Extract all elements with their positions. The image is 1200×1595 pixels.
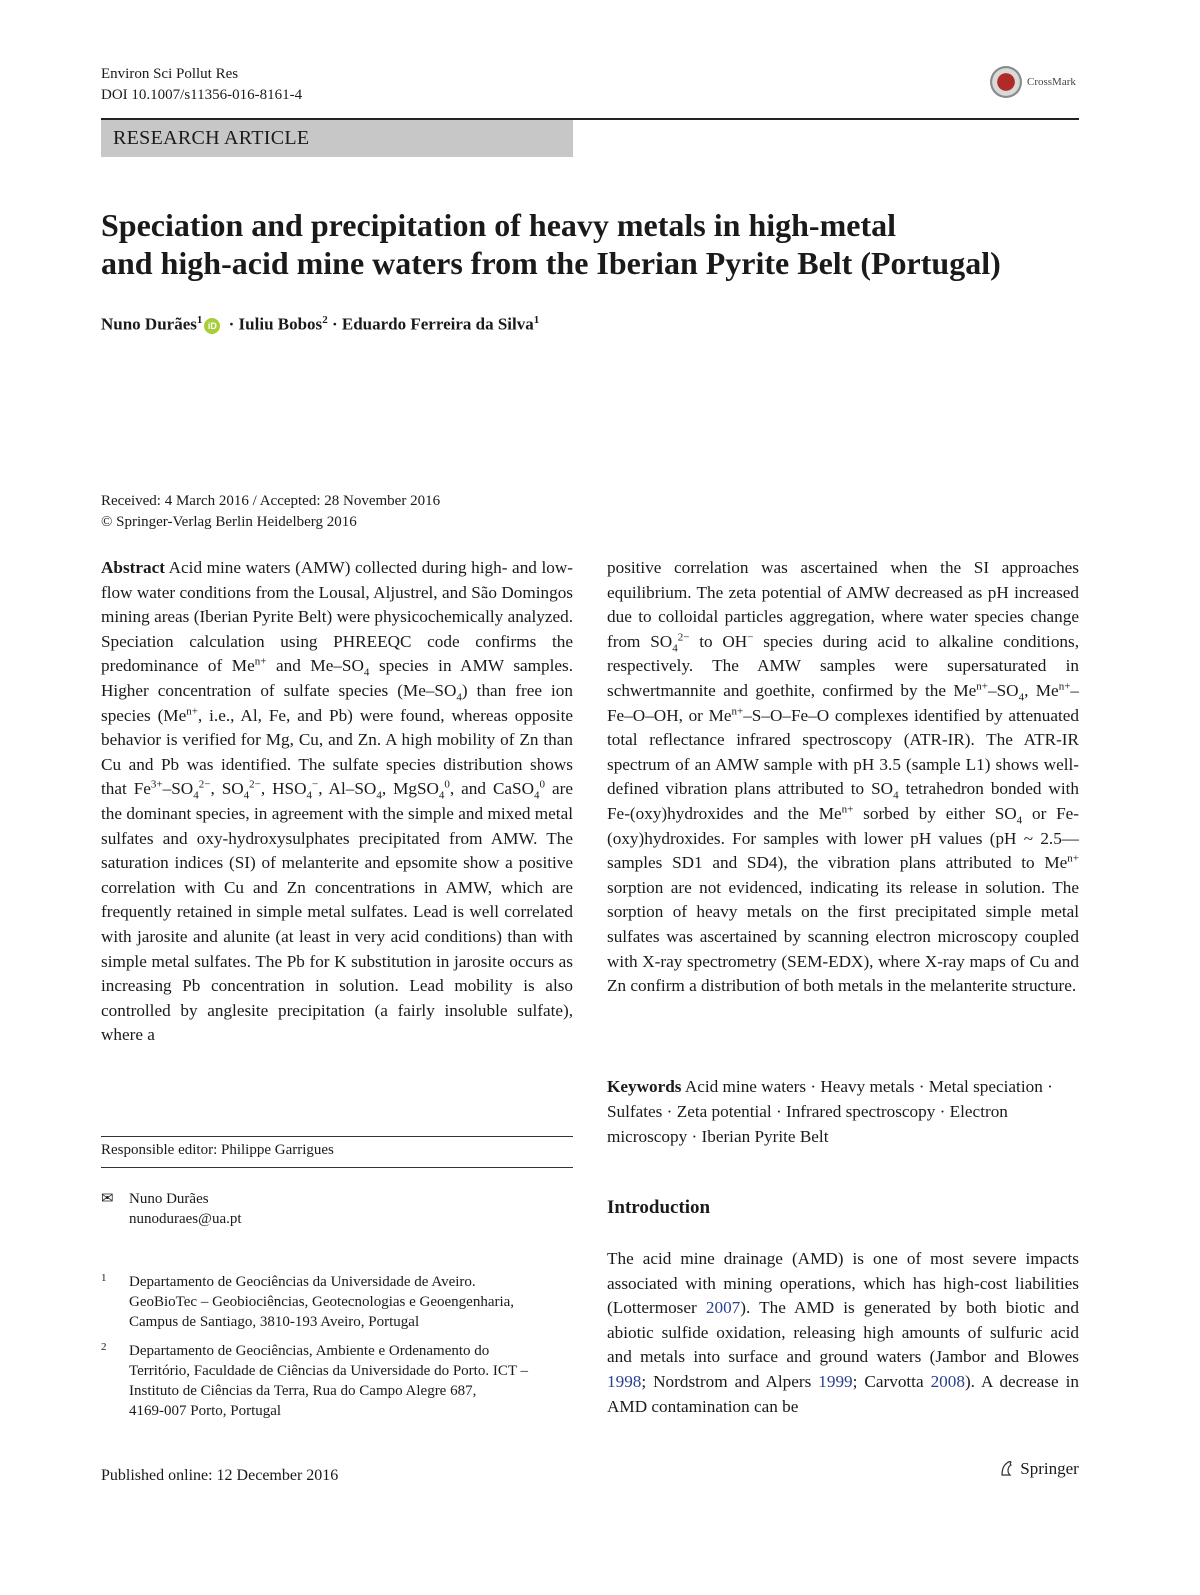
abstract-left-column <box>101 556 573 1048</box>
subscript: 4 <box>456 691 462 704</box>
superscript: 3+ <box>150 778 163 791</box>
subscript: 4 <box>672 642 678 655</box>
published-online: Published online: 12 December 2016 <box>101 1467 339 1484</box>
publisher-logo <box>998 1459 1079 1479</box>
affiliation-line: Departamento de Geociências da Universidade de Aveiro. <box>129 1274 476 1290</box>
section-heading-introduction: Introduction <box>607 1197 711 1218</box>
contact-email[interactable]: nunoduraes@ua.pt <box>129 1211 242 1227</box>
article-title <box>101 206 1081 282</box>
article-type-banner: RESEARCH ARTICLE <box>101 120 573 157</box>
title-line-2: and high-acid mine waters from the Iberian Pyrite Belt (Portugal) <box>101 245 1001 281</box>
superscript: 0 <box>444 778 450 791</box>
doi[interactable]: DOI 10.1007/s11356-016-8161-4 <box>101 87 303 103</box>
author-separator: · <box>224 314 239 334</box>
corresponding-author <box>101 1189 242 1229</box>
subscript: 4 <box>893 789 899 802</box>
crossmark-label: CrossMark <box>1027 76 1076 88</box>
superscript: n+ <box>1058 680 1071 693</box>
springer-horse-icon <box>998 1459 1016 1477</box>
text-run: ). A decrease in AMD contamination can be <box>607 1371 1079 1416</box>
superscript: n+ <box>841 803 854 816</box>
text-run: , SO <box>210 779 244 799</box>
text-run: –S–O–Fe–O complexes identified by attenuated total reflectance infrared spectroscopy (ATR-IR). The ATR-IR spectrum of an AMW sample with pH 3.5 (sample L1) shows well-defined vibration plans attributed to SO <box>607 705 1079 799</box>
citation-link[interactable]: 1998 <box>607 1371 642 1391</box>
text-run: –SO <box>162 779 194 799</box>
text-run: ). The AMD is generated by both biotic and abiotic sulfide oxidation, releasing high amounts of sulfuric acid and metals into surface and ground waters (Jambor and Blowes <box>607 1298 1079 1367</box>
affiliation-line: GeoBioTec – Geobiociências, Geotecnologias e Geoengenharia, <box>129 1294 515 1310</box>
received-accepted: Received: 4 March 2016 / Accepted: 28 November 2016 <box>101 493 441 509</box>
superscript: − <box>747 631 754 644</box>
text-run: , i.e., Al, Fe, and Pb) were found, whereas opposite behavior is verified for Mg, Cu, and Zn. A high mobility of Zn than Cu and Pb was identified. The sulfate species distribution shows that Fe <box>101 705 573 799</box>
author-separator: · <box>327 314 342 334</box>
journal-name: Environ Sci Pollut Res <box>101 66 239 82</box>
keywords-list: Acid mine waters · Heavy metals · Metal speciation · Sulfates · Zeta potential · Infrared spectroscopy · Electron microscopy · Iberian Pyrite Belt <box>607 1077 1053 1146</box>
abstract-continuation <box>607 556 1079 999</box>
text-run: , HSO <box>260 779 307 799</box>
author-name[interactable]: Eduardo Ferreira da Silva <box>341 314 534 334</box>
affiliation-line: Território, Faculdade de Ciências da Universidade do Porto. ICT – <box>129 1363 528 1379</box>
affiliation-number: 2 <box>101 1341 107 1353</box>
envelope-icon: ✉ <box>101 1191 114 1207</box>
text-run: tetrahedron bonded with Fe-(oxy)hydroxides and the Me <box>607 779 1079 823</box>
citation-link[interactable]: 2008 <box>930 1371 965 1391</box>
superscript: − <box>312 778 319 791</box>
contact-name: Nuno Durães <box>129 1191 209 1207</box>
text-run: species in AMW samples. Higher concentration of sulfate species (Me–SO <box>101 656 573 700</box>
citation-link[interactable]: 2007 <box>705 1298 741 1318</box>
keywords-block <box>607 1074 1079 1149</box>
text-run: ) than free ion species (Me <box>101 680 573 725</box>
author-name[interactable]: Iuliu Bobos <box>238 314 323 334</box>
author-affiliation-mark: 1 <box>196 314 203 326</box>
affiliation-line: Campus de Santiago, 3810-193 Aveiro, Portugal <box>129 1314 420 1330</box>
subscript: 4 <box>1016 814 1023 827</box>
intro-paragraph <box>607 1247 1079 1419</box>
superscript: n+ <box>254 655 267 668</box>
superscript: n+ <box>976 680 989 693</box>
article-dates <box>101 491 440 533</box>
subscript: 4 <box>363 666 370 679</box>
subscript: 4 <box>1018 691 1025 704</box>
text-run: The acid mine drainage (AMD) is one of most severe impacts associated with mining operations, which has high-cost liabilities (Lottermoser <box>607 1249 1079 1318</box>
affiliation-line: Departamento de Geociências, Ambiente e Ordenamento do <box>129 1343 490 1359</box>
author-name[interactable]: Nuno Durães <box>101 314 197 334</box>
text-run: ; Carvotta <box>852 1371 931 1391</box>
superscript: n+ <box>731 704 744 717</box>
text-run: –SO <box>988 680 1019 700</box>
affiliation-line: Instituto de Ciências da Terra, Rua do Campo Alegre 687, <box>129 1383 477 1399</box>
abstract-paragraph <box>101 556 573 1048</box>
citation-link[interactable]: 1999 <box>818 1371 853 1391</box>
author-affiliation-mark: 2 <box>322 314 328 326</box>
footnote-rule-top <box>101 1136 573 1137</box>
text-run: positive correlation was ascertained when the SI approaches equilibrium. The zeta potential of AMW decreased as pH increased due to colloidal particles aggregation, where water species change from SO <box>607 558 1079 651</box>
text-run: or Fe-(oxy)hydroxides. For samples with lower pH values (pH ~ 2.5—samples SD1 and SD4), the vibration plans attributed to Me <box>607 803 1079 873</box>
author-list <box>101 314 539 335</box>
subscript: 4 <box>243 789 250 802</box>
text-run: species during acid to alkaline conditions, respectively. The AMW samples were supersaturated in schwertmannite and goethite, confirmed by the Me <box>607 631 1080 700</box>
text-run: sorbed by either SO <box>853 803 1017 823</box>
superscript: n+ <box>1067 852 1079 865</box>
author-affiliation-mark: 1 <box>533 314 540 326</box>
subscript: 4 <box>438 789 445 802</box>
superscript: 2− <box>677 631 690 644</box>
text-run: , Me <box>1024 680 1059 700</box>
subscript: 4 <box>534 789 540 802</box>
text-run: to OH <box>689 631 748 651</box>
superscript: 2− <box>198 778 211 791</box>
superscript: 2− <box>249 778 261 791</box>
abstract-right-column <box>607 556 1079 999</box>
orcid-icon[interactable]: iD <box>204 318 220 334</box>
text-run: sorption are not evidenced, indicating its release in solution. The sorption of heavy metals on the first precipitated simple metal sulfates was ascertained by scanning electron microscopy coupled with X-ray spectrometry (SEM-EDX), where X-ray maps of Cu and Zn confirm a distribution of both metals in the melanterite structure. <box>607 877 1079 996</box>
footnote-rule-bottom <box>101 1167 573 1168</box>
journal-header <box>101 64 302 106</box>
subscript: 4 <box>376 789 382 802</box>
text-run: , MgSO <box>381 779 439 799</box>
abstract-label: Abstract <box>101 558 165 577</box>
subscript: 4 <box>193 789 199 802</box>
superscript: n+ <box>186 704 198 717</box>
text-run: are the dominant species, in agreement with the simple and mixed metal sulfates and oxy-hydroxysulphates precipitated from AMW. The saturation indices (SI) of melanterite and epsomite show a positive correlation with Cu and Zn concentrations in AMW, which are frequently retained in simple metal sulfates. Lead is well correlated with jarosite and alunite (at least in very acid conditions) than with simple metal sulfates. The Pb for K substitution in jarosite occurs as increasing Pb concentration in solution. Lead mobility is also controlled by anglesite precipitation (a fairly insoluble sulfate), where a <box>101 779 573 1045</box>
text-run: , and CaSO <box>449 779 535 799</box>
text-run: –Fe–O–OH, or Me <box>607 680 1079 725</box>
text-run: and Me–SO <box>266 656 364 676</box>
affiliation-line: 4169-007 Porto, Portugal <box>129 1403 282 1419</box>
copyright: © Springer-Verlag Berlin Heidelberg 2016 <box>101 514 357 530</box>
keywords-label: Keywords <box>607 1077 682 1096</box>
superscript: 0 <box>539 778 546 791</box>
crossmark-badge[interactable] <box>990 66 1082 102</box>
publisher-name: Springer <box>1020 1459 1079 1478</box>
text-run: , Al–SO <box>318 779 377 799</box>
text-run: Acid mine waters (AMW) collected during high- and low-flow water conditions from the Lousal, Aljustrel, and São Domingos mining areas (Iberian Pyrite Belt) were physicochemically analyzed. Speciation calculation using PHREEQC code confirms the predominance of Me <box>101 558 573 676</box>
text-run: ; Nordstrom and Alpers <box>641 1371 819 1391</box>
responsible-editor: Responsible editor: Philippe Garrigues <box>101 1142 334 1158</box>
crossmark-icon <box>990 66 1022 98</box>
introduction-text <box>607 1247 1079 1419</box>
subscript: 4 <box>306 789 313 802</box>
affiliation-number: 1 <box>101 1272 107 1284</box>
title-line-1: Speciation and precipitation of heavy metals in high-metal <box>101 207 896 243</box>
